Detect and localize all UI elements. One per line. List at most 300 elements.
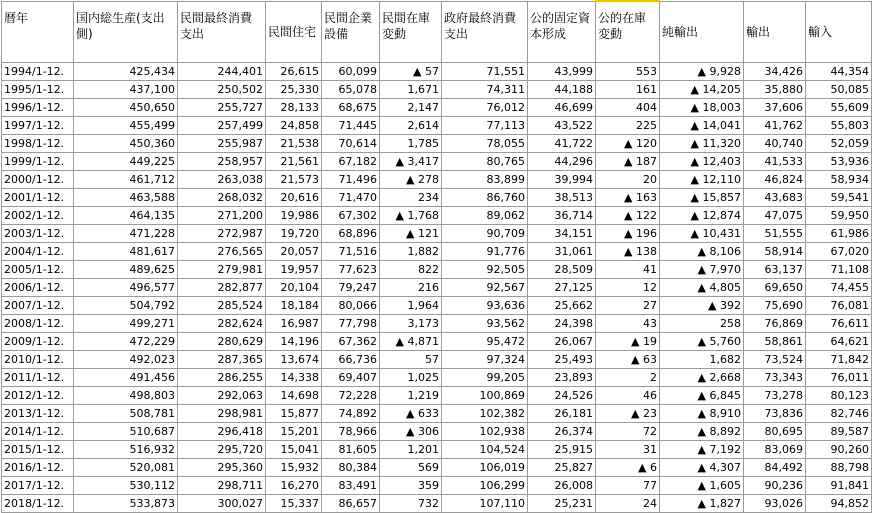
cell-gdp[interactable]: 455,499 — [74, 117, 178, 135]
cell-gdp[interactable]: 481,617 — [74, 243, 178, 261]
cell-private-consumption[interactable]: 263,038 — [178, 171, 266, 189]
cell-private-inventory[interactable]: ▲ 3,417 — [380, 153, 442, 171]
header-cell-imports[interactable]: 輸入 — [806, 1, 872, 63]
cell-private-housing[interactable]: 13,674 — [266, 351, 322, 369]
cell-imports[interactable]: 67,020 — [806, 243, 872, 261]
cell-gdp[interactable]: 530,112 — [74, 477, 178, 495]
header-cell-private-inventory[interactable]: 民間在庫変動 — [380, 1, 442, 63]
cell-imports[interactable]: 71,842 — [806, 351, 872, 369]
cell-public-inventory[interactable]: 20 — [596, 171, 660, 189]
cell-public-investment[interactable]: 34,151 — [528, 225, 596, 243]
cell-public-inventory[interactable]: ▲ 196 — [596, 225, 660, 243]
cell-private-investment[interactable]: 68,896 — [322, 225, 380, 243]
cell-government-consumption[interactable]: 104,524 — [442, 441, 528, 459]
cell-private-inventory[interactable]: 1,785 — [380, 135, 442, 153]
cell-year[interactable]: 2015/1-12. — [2, 441, 74, 459]
cell-public-inventory[interactable]: 404 — [596, 99, 660, 117]
cell-government-consumption[interactable]: 77,113 — [442, 117, 528, 135]
cell-public-inventory[interactable]: 72 — [596, 423, 660, 441]
cell-private-consumption[interactable]: 295,360 — [178, 459, 266, 477]
cell-exports[interactable]: 76,869 — [744, 315, 806, 333]
cell-year[interactable]: 2018/1-12. — [2, 495, 74, 513]
cell-public-inventory[interactable]: ▲ 63 — [596, 351, 660, 369]
cell-private-housing[interactable]: 20,057 — [266, 243, 322, 261]
cell-public-inventory[interactable]: ▲ 138 — [596, 243, 660, 261]
cell-exports[interactable]: 51,555 — [744, 225, 806, 243]
cell-net-exports[interactable]: ▲ 9,928 — [660, 63, 744, 81]
cell-exports[interactable]: 93,026 — [744, 495, 806, 513]
cell-net-exports[interactable]: ▲ 8,910 — [660, 405, 744, 423]
cell-public-investment[interactable]: 31,061 — [528, 243, 596, 261]
cell-government-consumption[interactable]: 93,636 — [442, 297, 528, 315]
cell-exports[interactable]: 47,075 — [744, 207, 806, 225]
cell-imports[interactable]: 94,852 — [806, 495, 872, 513]
cell-net-exports[interactable]: ▲ 10,431 — [660, 225, 744, 243]
cell-public-inventory[interactable]: ▲ 120 — [596, 135, 660, 153]
cell-imports[interactable]: 52,059 — [806, 135, 872, 153]
header-cell-public-investment[interactable]: 公的固定資本形成 — [528, 1, 596, 63]
cell-exports[interactable]: 73,836 — [744, 405, 806, 423]
cell-year[interactable]: 1997/1-12. — [2, 117, 74, 135]
cell-exports[interactable]: 58,914 — [744, 243, 806, 261]
cell-public-investment[interactable]: 44,188 — [528, 81, 596, 99]
cell-gdp[interactable]: 499,271 — [74, 315, 178, 333]
cell-net-exports[interactable]: ▲ 12,403 — [660, 153, 744, 171]
cell-imports[interactable]: 50,085 — [806, 81, 872, 99]
cell-government-consumption[interactable]: 97,324 — [442, 351, 528, 369]
cell-exports[interactable]: 84,492 — [744, 459, 806, 477]
cell-private-inventory[interactable]: 359 — [380, 477, 442, 495]
cell-exports[interactable]: 34,426 — [744, 63, 806, 81]
cell-private-inventory[interactable]: ▲ 4,871 — [380, 333, 442, 351]
cell-net-exports[interactable]: ▲ 8,892 — [660, 423, 744, 441]
cell-private-housing[interactable]: 18,184 — [266, 297, 322, 315]
cell-gdp[interactable]: 520,081 — [74, 459, 178, 477]
cell-exports[interactable]: 37,606 — [744, 99, 806, 117]
cell-net-exports[interactable]: ▲ 5,760 — [660, 333, 744, 351]
header-cell-exports[interactable]: 輸出 — [744, 1, 806, 63]
cell-exports[interactable]: 69,650 — [744, 279, 806, 297]
cell-private-housing[interactable]: 15,932 — [266, 459, 322, 477]
cell-net-exports[interactable]: ▲ 8,106 — [660, 243, 744, 261]
cell-private-inventory[interactable]: 234 — [380, 189, 442, 207]
cell-net-exports[interactable]: ▲ 11,320 — [660, 135, 744, 153]
cell-private-inventory[interactable]: 3,173 — [380, 315, 442, 333]
cell-private-investment[interactable]: 86,657 — [322, 495, 380, 513]
cell-imports[interactable]: 55,609 — [806, 99, 872, 117]
cell-government-consumption[interactable]: 90,709 — [442, 225, 528, 243]
cell-private-investment[interactable]: 80,066 — [322, 297, 380, 315]
cell-net-exports[interactable]: ▲ 4,307 — [660, 459, 744, 477]
cell-year[interactable]: 2003/1-12. — [2, 225, 74, 243]
cell-private-consumption[interactable]: 258,957 — [178, 153, 266, 171]
cell-public-inventory[interactable]: 27 — [596, 297, 660, 315]
cell-private-housing[interactable]: 25,330 — [266, 81, 322, 99]
cell-public-inventory[interactable]: ▲ 122 — [596, 207, 660, 225]
cell-private-consumption[interactable]: 257,499 — [178, 117, 266, 135]
cell-private-inventory[interactable]: 216 — [380, 279, 442, 297]
cell-year[interactable]: 2005/1-12. — [2, 261, 74, 279]
cell-net-exports[interactable]: ▲ 15,857 — [660, 189, 744, 207]
cell-private-consumption[interactable]: 296,418 — [178, 423, 266, 441]
cell-public-investment[interactable]: 25,493 — [528, 351, 596, 369]
cell-private-investment[interactable]: 69,407 — [322, 369, 380, 387]
cell-gdp[interactable]: 498,803 — [74, 387, 178, 405]
cell-gdp[interactable]: 449,225 — [74, 153, 178, 171]
cell-public-investment[interactable]: 46,699 — [528, 99, 596, 117]
cell-imports[interactable]: 89,587 — [806, 423, 872, 441]
cell-public-investment[interactable]: 28,509 — [528, 261, 596, 279]
cell-private-housing[interactable]: 20,616 — [266, 189, 322, 207]
cell-year[interactable]: 2007/1-12. — [2, 297, 74, 315]
cell-private-investment[interactable]: 77,798 — [322, 315, 380, 333]
header-cell-private-investment[interactable]: 民間企業設備 — [322, 1, 380, 63]
cell-imports[interactable]: 58,934 — [806, 171, 872, 189]
cell-exports[interactable]: 73,343 — [744, 369, 806, 387]
cell-private-housing[interactable]: 24,858 — [266, 117, 322, 135]
cell-exports[interactable]: 90,236 — [744, 477, 806, 495]
cell-net-exports[interactable]: ▲ 392 — [660, 297, 744, 315]
cell-government-consumption[interactable]: 95,472 — [442, 333, 528, 351]
cell-government-consumption[interactable]: 99,205 — [442, 369, 528, 387]
cell-gdp[interactable]: 496,577 — [74, 279, 178, 297]
cell-exports[interactable]: 75,690 — [744, 297, 806, 315]
cell-year[interactable]: 2011/1-12. — [2, 369, 74, 387]
cell-net-exports[interactable]: ▲ 1,605 — [660, 477, 744, 495]
cell-government-consumption[interactable]: 106,299 — [442, 477, 528, 495]
cell-government-consumption[interactable]: 107,110 — [442, 495, 528, 513]
cell-net-exports[interactable]: ▲ 14,041 — [660, 117, 744, 135]
cell-imports[interactable]: 55,803 — [806, 117, 872, 135]
header-cell-government-consumption[interactable]: 政府最終消費支出 — [442, 1, 528, 63]
cell-private-inventory[interactable]: 1,201 — [380, 441, 442, 459]
cell-year[interactable]: 2008/1-12. — [2, 315, 74, 333]
cell-public-investment[interactable]: 27,125 — [528, 279, 596, 297]
cell-imports[interactable]: 44,354 — [806, 63, 872, 81]
cell-public-inventory[interactable]: 12 — [596, 279, 660, 297]
cell-net-exports[interactable]: ▲ 18,003 — [660, 99, 744, 117]
cell-net-exports[interactable]: ▲ 6,845 — [660, 387, 744, 405]
cell-public-inventory[interactable]: 77 — [596, 477, 660, 495]
cell-private-inventory[interactable]: ▲ 57 — [380, 63, 442, 81]
cell-private-investment[interactable]: 71,516 — [322, 243, 380, 261]
cell-imports[interactable]: 74,455 — [806, 279, 872, 297]
cell-public-inventory[interactable]: 24 — [596, 495, 660, 513]
cell-exports[interactable]: 41,533 — [744, 153, 806, 171]
cell-private-investment[interactable]: 70,614 — [322, 135, 380, 153]
cell-private-housing[interactable]: 21,573 — [266, 171, 322, 189]
cell-private-consumption[interactable]: 295,720 — [178, 441, 266, 459]
cell-private-consumption[interactable]: 285,524 — [178, 297, 266, 315]
cell-year[interactable]: 1996/1-12. — [2, 99, 74, 117]
cell-exports[interactable]: 73,278 — [744, 387, 806, 405]
cell-private-consumption[interactable]: 244,401 — [178, 63, 266, 81]
cell-public-inventory[interactable]: ▲ 23 — [596, 405, 660, 423]
cell-imports[interactable]: 76,611 — [806, 315, 872, 333]
cell-private-housing[interactable]: 14,698 — [266, 387, 322, 405]
cell-public-inventory[interactable]: 46 — [596, 387, 660, 405]
cell-private-housing[interactable]: 15,041 — [266, 441, 322, 459]
cell-public-investment[interactable]: 24,526 — [528, 387, 596, 405]
cell-private-housing[interactable]: 28,133 — [266, 99, 322, 117]
cell-private-investment[interactable]: 71,445 — [322, 117, 380, 135]
cell-public-investment[interactable]: 38,513 — [528, 189, 596, 207]
cell-public-inventory[interactable]: 225 — [596, 117, 660, 135]
cell-exports[interactable]: 58,861 — [744, 333, 806, 351]
cell-private-investment[interactable]: 66,736 — [322, 351, 380, 369]
cell-year[interactable]: 2012/1-12. — [2, 387, 74, 405]
cell-gdp[interactable]: 437,100 — [74, 81, 178, 99]
cell-private-consumption[interactable]: 255,987 — [178, 135, 266, 153]
cell-public-investment[interactable]: 26,067 — [528, 333, 596, 351]
cell-private-housing[interactable]: 19,986 — [266, 207, 322, 225]
cell-exports[interactable]: 80,695 — [744, 423, 806, 441]
cell-imports[interactable]: 59,950 — [806, 207, 872, 225]
cell-public-inventory[interactable]: ▲ 6 — [596, 459, 660, 477]
header-cell-net-exports[interactable]: 純輸出 — [660, 1, 744, 63]
cell-year[interactable]: 2004/1-12. — [2, 243, 74, 261]
cell-exports[interactable]: 83,069 — [744, 441, 806, 459]
cell-public-inventory[interactable]: 2 — [596, 369, 660, 387]
cell-private-inventory[interactable]: 1,025 — [380, 369, 442, 387]
cell-exports[interactable]: 40,740 — [744, 135, 806, 153]
cell-year[interactable]: 2016/1-12. — [2, 459, 74, 477]
cell-private-housing[interactable]: 15,337 — [266, 495, 322, 513]
cell-private-consumption[interactable]: 279,981 — [178, 261, 266, 279]
cell-year[interactable]: 2002/1-12. — [2, 207, 74, 225]
cell-public-inventory[interactable]: 161 — [596, 81, 660, 99]
cell-government-consumption[interactable]: 74,311 — [442, 81, 528, 99]
header-cell-private-consumption[interactable]: 民間最終消費支出 — [178, 1, 266, 63]
cell-public-investment[interactable]: 43,522 — [528, 117, 596, 135]
cell-net-exports[interactable]: ▲ 12,110 — [660, 171, 744, 189]
cell-government-consumption[interactable]: 80,765 — [442, 153, 528, 171]
cell-gdp[interactable]: 425,434 — [74, 63, 178, 81]
cell-gdp[interactable]: 450,360 — [74, 135, 178, 153]
cell-gdp[interactable]: 516,932 — [74, 441, 178, 459]
cell-imports[interactable]: 88,798 — [806, 459, 872, 477]
cell-private-investment[interactable]: 72,228 — [322, 387, 380, 405]
cell-year[interactable]: 2009/1-12. — [2, 333, 74, 351]
cell-net-exports[interactable]: ▲ 7,192 — [660, 441, 744, 459]
cell-private-inventory[interactable]: ▲ 1,768 — [380, 207, 442, 225]
cell-private-consumption[interactable]: 250,502 — [178, 81, 266, 99]
cell-gdp[interactable]: 450,650 — [74, 99, 178, 117]
cell-gdp[interactable]: 463,588 — [74, 189, 178, 207]
cell-private-housing[interactable]: 19,720 — [266, 225, 322, 243]
header-cell-gdp[interactable]: 国内総生産(支出側) — [74, 1, 178, 63]
cell-imports[interactable]: 76,081 — [806, 297, 872, 315]
cell-net-exports[interactable]: ▲ 7,970 — [660, 261, 744, 279]
cell-gdp[interactable]: 508,781 — [74, 405, 178, 423]
cell-year[interactable]: 1995/1-12. — [2, 81, 74, 99]
cell-public-investment[interactable]: 23,893 — [528, 369, 596, 387]
cell-government-consumption[interactable]: 91,776 — [442, 243, 528, 261]
cell-government-consumption[interactable]: 93,562 — [442, 315, 528, 333]
cell-private-investment[interactable]: 67,302 — [322, 207, 380, 225]
cell-private-housing[interactable]: 14,338 — [266, 369, 322, 387]
cell-private-housing[interactable]: 16,987 — [266, 315, 322, 333]
cell-net-exports[interactable]: 258 — [660, 315, 744, 333]
cell-public-investment[interactable]: 26,181 — [528, 405, 596, 423]
cell-private-investment[interactable]: 60,099 — [322, 63, 380, 81]
cell-imports[interactable]: 80,123 — [806, 387, 872, 405]
cell-year[interactable]: 1999/1-12. — [2, 153, 74, 171]
cell-year[interactable]: 2000/1-12. — [2, 171, 74, 189]
cell-private-investment[interactable]: 71,496 — [322, 171, 380, 189]
cell-private-inventory[interactable]: ▲ 306 — [380, 423, 442, 441]
header-cell-private-housing[interactable]: 民間住宅 — [266, 1, 322, 63]
cell-government-consumption[interactable]: 71,551 — [442, 63, 528, 81]
cell-private-investment[interactable]: 67,362 — [322, 333, 380, 351]
cell-public-investment[interactable]: 43,999 — [528, 63, 596, 81]
cell-government-consumption[interactable]: 86,760 — [442, 189, 528, 207]
cell-year[interactable]: 1998/1-12. — [2, 135, 74, 153]
cell-public-inventory[interactable]: 43 — [596, 315, 660, 333]
cell-imports[interactable]: 82,746 — [806, 405, 872, 423]
cell-year[interactable]: 2013/1-12. — [2, 405, 74, 423]
cell-exports[interactable]: 46,824 — [744, 171, 806, 189]
cell-private-investment[interactable]: 65,078 — [322, 81, 380, 99]
cell-private-investment[interactable]: 81,605 — [322, 441, 380, 459]
cell-net-exports[interactable]: ▲ 14,205 — [660, 81, 744, 99]
cell-private-inventory[interactable]: 2,614 — [380, 117, 442, 135]
cell-private-investment[interactable]: 71,470 — [322, 189, 380, 207]
cell-public-investment[interactable]: 25,827 — [528, 459, 596, 477]
cell-imports[interactable]: 76,011 — [806, 369, 872, 387]
cell-private-inventory[interactable]: 57 — [380, 351, 442, 369]
cell-private-inventory[interactable]: 1,671 — [380, 81, 442, 99]
cell-private-consumption[interactable]: 272,987 — [178, 225, 266, 243]
cell-exports[interactable]: 63,137 — [744, 261, 806, 279]
cell-private-investment[interactable]: 80,384 — [322, 459, 380, 477]
cell-private-inventory[interactable]: 1,219 — [380, 387, 442, 405]
cell-government-consumption[interactable]: 102,382 — [442, 405, 528, 423]
cell-private-investment[interactable]: 67,182 — [322, 153, 380, 171]
cell-gdp[interactable]: 471,228 — [74, 225, 178, 243]
cell-private-inventory[interactable]: ▲ 121 — [380, 225, 442, 243]
cell-net-exports[interactable]: 1,682 — [660, 351, 744, 369]
cell-gdp[interactable]: 461,712 — [74, 171, 178, 189]
cell-private-consumption[interactable]: 286,255 — [178, 369, 266, 387]
cell-public-investment[interactable]: 39,994 — [528, 171, 596, 189]
cell-government-consumption[interactable]: 78,055 — [442, 135, 528, 153]
cell-government-consumption[interactable]: 100,869 — [442, 387, 528, 405]
cell-government-consumption[interactable]: 89,062 — [442, 207, 528, 225]
cell-private-consumption[interactable]: 271,200 — [178, 207, 266, 225]
cell-government-consumption[interactable]: 76,012 — [442, 99, 528, 117]
cell-private-housing[interactable]: 14,196 — [266, 333, 322, 351]
cell-gdp[interactable]: 533,873 — [74, 495, 178, 513]
cell-government-consumption[interactable]: 83,899 — [442, 171, 528, 189]
cell-net-exports[interactable]: ▲ 12,874 — [660, 207, 744, 225]
cell-private-inventory[interactable]: 732 — [380, 495, 442, 513]
cell-private-inventory[interactable]: 569 — [380, 459, 442, 477]
cell-imports[interactable]: 64,621 — [806, 333, 872, 351]
cell-private-housing[interactable]: 20,104 — [266, 279, 322, 297]
cell-public-investment[interactable]: 41,722 — [528, 135, 596, 153]
header-cell-public-inventory[interactable]: 公的在庫変動 — [596, 1, 660, 63]
cell-private-consumption[interactable]: 255,727 — [178, 99, 266, 117]
cell-private-inventory[interactable]: 822 — [380, 261, 442, 279]
cell-public-investment[interactable]: 25,662 — [528, 297, 596, 315]
cell-public-investment[interactable]: 44,296 — [528, 153, 596, 171]
cell-private-inventory[interactable]: ▲ 633 — [380, 405, 442, 423]
cell-private-consumption[interactable]: 282,877 — [178, 279, 266, 297]
cell-private-investment[interactable]: 79,247 — [322, 279, 380, 297]
cell-imports[interactable]: 53,936 — [806, 153, 872, 171]
cell-private-housing[interactable]: 16,270 — [266, 477, 322, 495]
cell-year[interactable]: 2006/1-12. — [2, 279, 74, 297]
cell-exports[interactable]: 41,762 — [744, 117, 806, 135]
cell-year[interactable]: 1994/1-12. — [2, 63, 74, 81]
cell-private-consumption[interactable]: 280,629 — [178, 333, 266, 351]
cell-private-investment[interactable]: 77,623 — [322, 261, 380, 279]
cell-public-investment[interactable]: 36,714 — [528, 207, 596, 225]
cell-public-inventory[interactable]: ▲ 187 — [596, 153, 660, 171]
cell-gdp[interactable]: 510,687 — [74, 423, 178, 441]
cell-private-consumption[interactable]: 287,365 — [178, 351, 266, 369]
cell-private-housing[interactable]: 19,957 — [266, 261, 322, 279]
cell-gdp[interactable]: 464,135 — [74, 207, 178, 225]
cell-net-exports[interactable]: ▲ 1,827 — [660, 495, 744, 513]
cell-private-housing[interactable]: 26,615 — [266, 63, 322, 81]
cell-gdp[interactable]: 489,625 — [74, 261, 178, 279]
cell-exports[interactable]: 43,683 — [744, 189, 806, 207]
cell-private-inventory[interactable]: 2,147 — [380, 99, 442, 117]
cell-private-investment[interactable]: 78,966 — [322, 423, 380, 441]
cell-public-investment[interactable]: 26,374 — [528, 423, 596, 441]
cell-gdp[interactable]: 504,792 — [74, 297, 178, 315]
cell-public-investment[interactable]: 26,008 — [528, 477, 596, 495]
cell-year[interactable]: 2014/1-12. — [2, 423, 74, 441]
cell-public-inventory[interactable]: 553 — [596, 63, 660, 81]
cell-imports[interactable]: 59,541 — [806, 189, 872, 207]
cell-gdp[interactable]: 472,229 — [74, 333, 178, 351]
cell-public-inventory[interactable]: ▲ 19 — [596, 333, 660, 351]
cell-imports[interactable]: 71,108 — [806, 261, 872, 279]
cell-private-investment[interactable]: 83,491 — [322, 477, 380, 495]
cell-private-consumption[interactable]: 298,711 — [178, 477, 266, 495]
cell-public-investment[interactable]: 25,231 — [528, 495, 596, 513]
cell-public-inventory[interactable]: 41 — [596, 261, 660, 279]
cell-gdp[interactable]: 492,023 — [74, 351, 178, 369]
cell-private-housing[interactable]: 21,561 — [266, 153, 322, 171]
cell-private-consumption[interactable]: 300,027 — [178, 495, 266, 513]
cell-exports[interactable]: 73,524 — [744, 351, 806, 369]
cell-year[interactable]: 2010/1-12. — [2, 351, 74, 369]
cell-private-consumption[interactable]: 298,981 — [178, 405, 266, 423]
cell-private-consumption[interactable]: 292,063 — [178, 387, 266, 405]
cell-net-exports[interactable]: ▲ 2,668 — [660, 369, 744, 387]
cell-public-inventory[interactable]: 31 — [596, 441, 660, 459]
cell-gdp[interactable]: 491,456 — [74, 369, 178, 387]
cell-government-consumption[interactable]: 92,567 — [442, 279, 528, 297]
cell-private-investment[interactable]: 74,892 — [322, 405, 380, 423]
cell-private-consumption[interactable]: 282,624 — [178, 315, 266, 333]
cell-public-investment[interactable]: 24,398 — [528, 315, 596, 333]
cell-imports[interactable]: 91,841 — [806, 477, 872, 495]
cell-exports[interactable]: 35,880 — [744, 81, 806, 99]
cell-private-investment[interactable]: 68,675 — [322, 99, 380, 117]
cell-private-housing[interactable]: 15,877 — [266, 405, 322, 423]
cell-year[interactable]: 2001/1-12. — [2, 189, 74, 207]
cell-imports[interactable]: 90,260 — [806, 441, 872, 459]
cell-government-consumption[interactable]: 106,019 — [442, 459, 528, 477]
cell-year[interactable]: 2017/1-12. — [2, 477, 74, 495]
cell-imports[interactable]: 61,986 — [806, 225, 872, 243]
cell-private-housing[interactable]: 15,201 — [266, 423, 322, 441]
